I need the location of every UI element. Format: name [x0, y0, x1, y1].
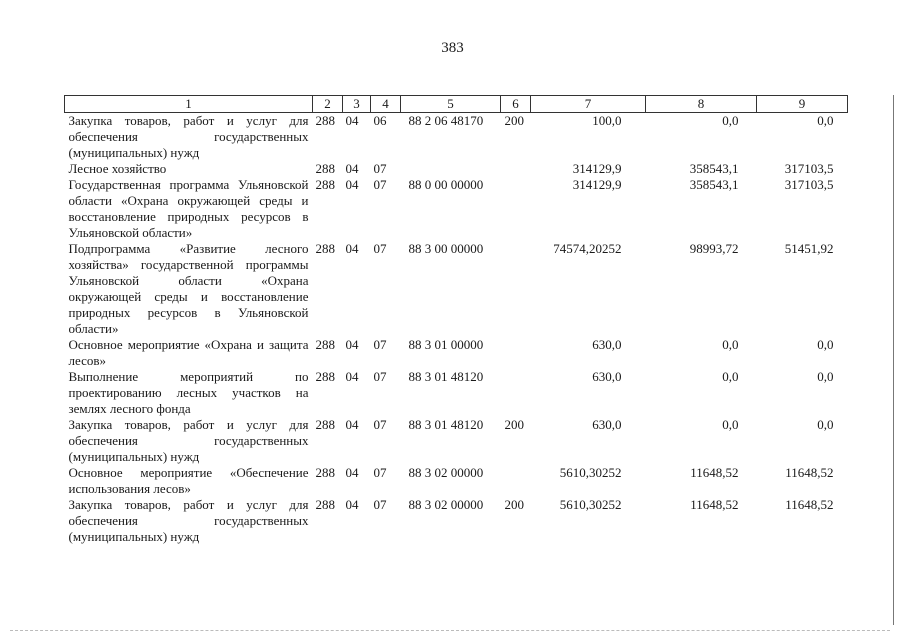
row-name: Лесное хозяйство	[68, 161, 167, 176]
page-number: 383	[441, 40, 464, 56]
header-col-7: 7	[531, 96, 646, 113]
row-amount-year2: 11648,52	[690, 465, 739, 480]
row-amount-year3: 0,0	[817, 417, 834, 432]
row-amount-year2: 0,0	[722, 369, 739, 384]
header-col-1: 1	[65, 96, 313, 113]
row-amount-year3: 51451,92	[784, 241, 834, 256]
row-ministry: 288	[315, 497, 335, 512]
row-ministry: 288	[315, 337, 335, 352]
row-expense-type	[501, 337, 531, 369]
row-ministry: 288	[315, 369, 335, 384]
header-col-5: 5	[401, 96, 501, 113]
row-name: Подпрограмма «Развитие лесного хозяйства» государственной программы Ульяновской области «Охрана окружающей среды и восстановление природных ресурсов в Ульяновской области»	[68, 241, 309, 336]
row-expense-type: 200	[504, 113, 524, 128]
row-name: Закупка товаров, работ и услуг для обеспечения государственных (муниципальных) нужд	[68, 417, 309, 464]
row-name: Государственная программа Ульяновской области «Охрана окружающей среды и восстановление природных ресурсов в Ульяновской области»	[68, 177, 309, 240]
row-subsection: 07	[373, 417, 387, 432]
row-amount-year3: 11648,52	[785, 497, 834, 512]
row-subsection: 07	[373, 497, 387, 512]
header-col-4: 4	[371, 96, 401, 113]
header-col-8: 8	[646, 96, 757, 113]
row-section: 04	[345, 113, 359, 128]
row-expense-type	[501, 241, 531, 337]
row-section: 04	[345, 241, 359, 256]
row-target-code: 88 0 00 00000	[408, 177, 484, 192]
table-row	[65, 113, 848, 162]
row-expense-type: 200	[504, 497, 524, 512]
scan-bottom-edge	[10, 630, 890, 631]
table-row	[65, 417, 848, 465]
row-amount-year1: 630,0	[592, 417, 622, 432]
row-amount-year2: 358543,1	[689, 177, 739, 192]
row-target-code: 88 3 01 48120	[408, 369, 484, 384]
row-amount-year3: 317103,5	[784, 177, 834, 192]
header-col-9: 9	[757, 96, 848, 113]
table-row	[65, 177, 848, 241]
row-amount-year1: 630,0	[592, 369, 622, 384]
row-name: Выполнение мероприятий по проектированию лесных участков на землях лесного фонда	[68, 369, 309, 416]
row-subsection: 07	[373, 241, 387, 256]
row-amount-year2: 0,0	[722, 417, 739, 432]
scan-right-edge	[893, 95, 894, 625]
header-col-6: 6	[501, 96, 531, 113]
row-amount-year2: 0,0	[722, 113, 739, 128]
row-name: Основное мероприятие «Охрана и защита лесов»	[68, 337, 309, 368]
budget-table	[64, 95, 848, 545]
row-amount-year3: 0,0	[817, 369, 834, 384]
row-amount-year1: 314129,9	[572, 177, 622, 192]
row-target-code: 88 3 02 00000	[408, 497, 484, 512]
header-col-3: 3	[343, 96, 371, 113]
row-target-code: 88 2 06 48170	[408, 113, 484, 128]
table-row	[65, 369, 848, 417]
row-expense-type	[501, 369, 531, 417]
row-amount-year2: 358543,1	[689, 161, 739, 176]
row-amount-year1: 5610,30252	[559, 497, 622, 512]
row-section: 04	[345, 497, 359, 512]
row-subsection: 07	[373, 177, 387, 192]
row-expense-type	[501, 177, 531, 241]
row-section: 04	[345, 161, 359, 176]
row-ministry: 288	[315, 177, 335, 192]
row-target-code: 88 3 01 48120	[408, 417, 484, 432]
row-target-code: 88 3 00 00000	[408, 241, 484, 256]
row-section: 04	[345, 417, 359, 432]
row-ministry: 288	[315, 113, 335, 128]
table-row	[65, 161, 848, 177]
header-col-2: 2	[313, 96, 343, 113]
row-name: Основное мероприятие «Обеспечение использования лесов»	[68, 465, 309, 496]
table-row	[65, 337, 848, 369]
row-target-code: 88 3 01 00000	[408, 337, 484, 352]
row-ministry: 288	[315, 241, 335, 256]
row-section: 04	[345, 369, 359, 384]
row-subsection: 07	[373, 161, 387, 176]
row-section: 04	[345, 465, 359, 480]
row-expense-type	[501, 465, 531, 497]
row-amount-year2: 0,0	[722, 337, 739, 352]
row-amount-year3: 317103,5	[784, 161, 834, 176]
row-target-code: 88 3 02 00000	[408, 465, 484, 480]
table-row	[65, 241, 848, 337]
row-amount-year1: 100,0	[592, 113, 622, 128]
row-amount-year2: 11648,52	[690, 497, 739, 512]
row-amount-year3: 11648,52	[785, 465, 834, 480]
row-expense-type: 200	[504, 417, 524, 432]
table-row	[65, 497, 848, 545]
row-amount-year2: 98993,72	[689, 241, 739, 256]
row-amount-year3: 0,0	[817, 337, 834, 352]
row-amount-year1: 5610,30252	[559, 465, 622, 480]
row-ministry: 288	[315, 417, 335, 432]
row-name: Закупка товаров, работ и услуг для обеспечения государственных (муниципальных) нужд	[68, 113, 309, 160]
table-row	[65, 465, 848, 497]
row-expense-type	[501, 161, 531, 177]
row-subsection: 06	[373, 113, 387, 128]
row-subsection: 07	[373, 369, 387, 384]
row-target-code	[401, 161, 501, 177]
row-ministry: 288	[315, 465, 335, 480]
row-amount-year1: 74574,20252	[553, 241, 622, 256]
header-row	[65, 96, 848, 113]
row-subsection: 07	[373, 337, 387, 352]
row-amount-year1: 630,0	[592, 337, 622, 352]
row-subsection: 07	[373, 465, 387, 480]
row-amount-year3: 0,0	[817, 113, 834, 128]
row-ministry: 288	[315, 161, 335, 176]
row-name: Закупка товаров, работ и услуг для обеспечения государственных (муниципальных) нужд	[68, 497, 309, 544]
row-amount-year1: 314129,9	[572, 161, 622, 176]
row-section: 04	[345, 337, 359, 352]
row-section: 04	[345, 177, 359, 192]
